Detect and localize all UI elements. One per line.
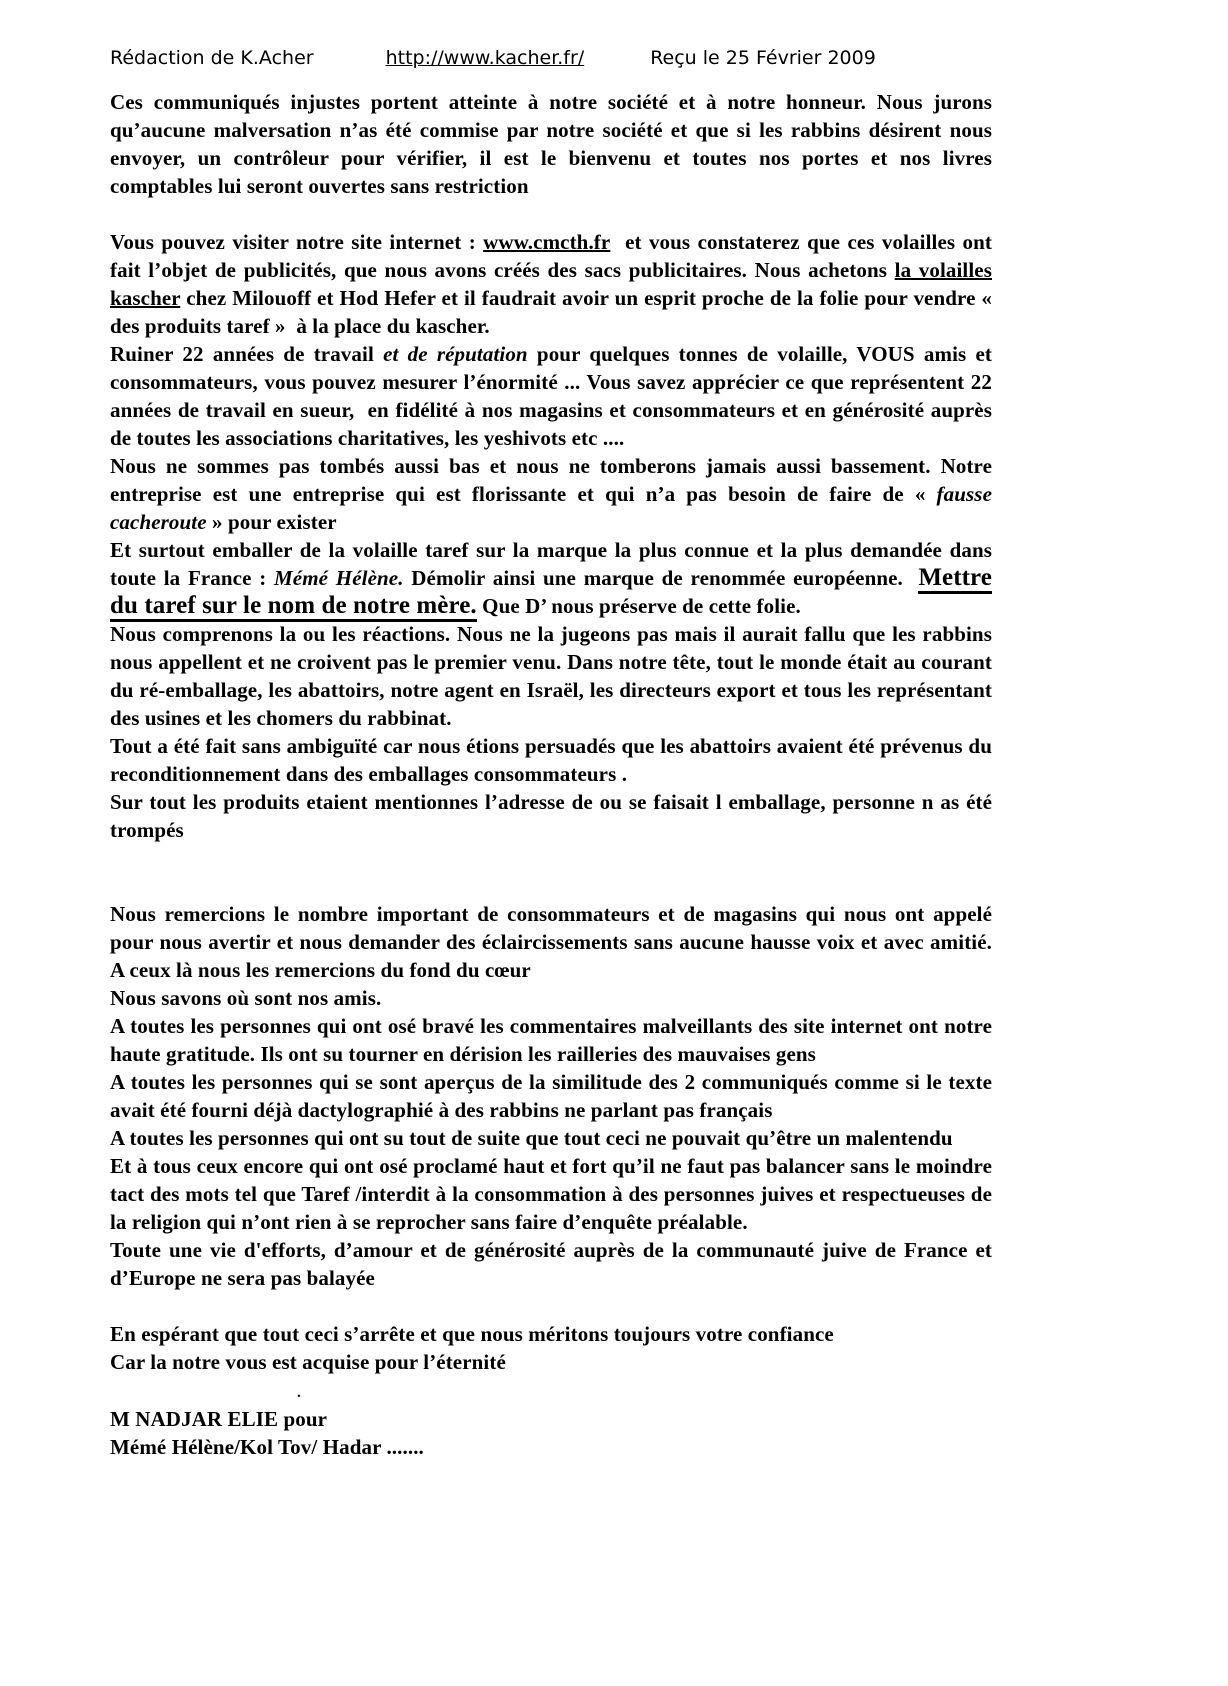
paragraph-block [110, 1320, 992, 1376]
paragraph [110, 1068, 992, 1124]
text-run: Vous pouvez visiter notre site internet : [110, 230, 484, 254]
emphasized-headline: Mettre du taref sur le nom de notre mère. [110, 564, 992, 622]
text-run: En espérant que tout ceci s’arrête et que nous méritons toujours votre confiance [110, 1322, 834, 1346]
paragraph [110, 900, 992, 984]
paragraph-block [110, 228, 992, 844]
paragraph-block [110, 88, 992, 200]
text-run: Que D’ nous préserve de cette folie. [476, 594, 801, 618]
paragraph [110, 1405, 992, 1433]
paragraph [110, 228, 992, 340]
paragraph [110, 1152, 992, 1236]
italic-phrase: et de réputation [383, 342, 528, 366]
text-run: chez Milouoff et Hod Hefer et il faudrait avoir un esprit proche de la folie pour vendre « des produits taref » à la place du kascher. [110, 286, 992, 338]
header-link[interactable]: http://www.kacher.fr/ [385, 47, 585, 69]
paragraph [110, 88, 992, 200]
text-run: Sur tout les produits etaient mentionnes l’adresse de ou se faisait l emballage, personne n as été trompés [110, 790, 992, 842]
text-run: Car la notre vous est acquise pour l’éternité [110, 1350, 506, 1374]
text-run: Toute une vie d'efforts, d’amour et de générosité auprès de la communauté juive de France et d’Europe ne sera pas balayée [110, 1238, 992, 1290]
paragraph [110, 1376, 992, 1405]
redaction-credit: Rédaction de K.Acher [110, 47, 314, 69]
text-run: » pour exister [206, 510, 337, 534]
text-run: Nous comprenons la ou les réactions. Nous ne la jugeons pas mais il aurait fallu que les rabbins nous appellent et ne croivent pas le premier venu. Dans notre tête, tout le monde était au courant du ré-emballage, les abattoirs, notre agent en Israël, les directeurs export et tous les représentant des usines et les chomers du rabbinat. [110, 622, 992, 730]
text-run: Nous ne sommes pas tombés aussi bas et nous ne tomberons jamais aussi bassement. Notre entreprise est une entreprise qui est florissante et qui n’a pas besoin de faire de « [110, 454, 992, 506]
paragraph [110, 1320, 992, 1348]
text-run: Ruiner 22 années de travail [110, 342, 384, 366]
text-run: Et à tous ceux encore qui ont osé proclamé haut et fort qu’il ne faut pas balancer sans le moindre tact des mots tel que Taref /interdit à la consommation à des personnes juives et respectueuses de la religion qui n’ont rien à se reprocher sans faire d’enquête préalable. [110, 1154, 992, 1234]
paragraph [110, 788, 992, 844]
text-run: et vous constaterez que ces volailles ont fait l’objet de publicités, que nous avons créés des sacs publicitaires. Nous achetons [110, 230, 992, 282]
text-run: A toutes les personnes qui ont su tout de suite que tout ceci ne pouvait qu’être un malentendu [110, 1126, 953, 1150]
text-run: Mémé Hélène/Kol Tov/ Hadar ....... [110, 1435, 424, 1459]
underlined-phrase: la volailles kascher [110, 258, 992, 310]
brand-name: Mémé Hélène. [274, 566, 404, 590]
text-run: Nous savons où sont nos amis. [110, 986, 382, 1010]
text-run: A toutes les personnes qui ont osé bravé les commentaires malveillants des site internet ont notre haute gratitude. Ils ont su tourner en dérision les railleries des mauvaises gens [110, 1014, 992, 1066]
text-run: Nous remercions le nombre important de consommateurs et de magasins qui nous ont appelé pour nous avertir et nous demander des éclaircissements sans aucune hausse voix et avec amitié. A ceux là nous les remercions du fond du cœur [110, 902, 992, 982]
document-body [110, 88, 992, 1461]
text-run: Et surtout emballer de la volaille taref sur la marque la plus connue et la plus demandée dans toute la France : [110, 538, 992, 590]
paragraph [110, 1124, 992, 1152]
paragraph [110, 732, 992, 788]
text-run: Démolir ainsi une marque de renommée européenne. [403, 566, 919, 590]
received-date: Reçu le 25 Février 2009 [650, 47, 876, 69]
paragraph [110, 1433, 992, 1461]
paragraph-block [110, 1376, 992, 1405]
paragraph [110, 620, 992, 732]
text-run: pour quelques tonnes de volaille, VOUS amis et consommateurs, vous pouvez mesurer l’énormité ... Vous savez apprécier ce que représentent 22 années de travail en sueur, en fidélité à nos magasins et consommateurs et en générosité auprès de toutes les associations charitatives, les yeshivots etc .... [110, 342, 992, 450]
paragraph-block [110, 1405, 992, 1461]
paragraph [110, 1012, 992, 1068]
inline-url: www.cmcth.fr [483, 230, 611, 254]
paragraph [110, 984, 992, 1012]
paragraph [110, 340, 992, 452]
text-run: M NADJAR ELIE pour [110, 1407, 328, 1431]
paragraph [110, 452, 992, 536]
paragraph [110, 1348, 992, 1376]
stray-mark: . [297, 1385, 301, 1401]
text-run: Tout a été fait sans ambiguïté car nous étions persuadés que les abattoirs avaient été prévenus du reconditionnement dans des emballages consommateurs . [110, 734, 992, 786]
italic-phrase: fausse cacheroute [110, 482, 992, 534]
paragraph [110, 536, 992, 620]
paragraph [110, 1236, 992, 1292]
text-run: Ces communiqués injustes portent atteinte à notre société et à notre honneur. Nous jurons qu’aucune malversation n’as été commise par notre société et que si les rabbins désirent nous envoyer, un contrôleur pour vérifier, il est le bienvenu et toutes nos portes et nos livres comptables lui seront ouvertes sans restriction [110, 90, 992, 198]
paragraph-block [110, 900, 992, 1292]
document-header [110, 46, 992, 70]
text-run: A toutes les personnes qui se sont aperçus de la similitude des 2 communiqués comme si le texte avait été fourni déjà dactylographié à des rabbins ne parlant pas français [110, 1070, 992, 1122]
